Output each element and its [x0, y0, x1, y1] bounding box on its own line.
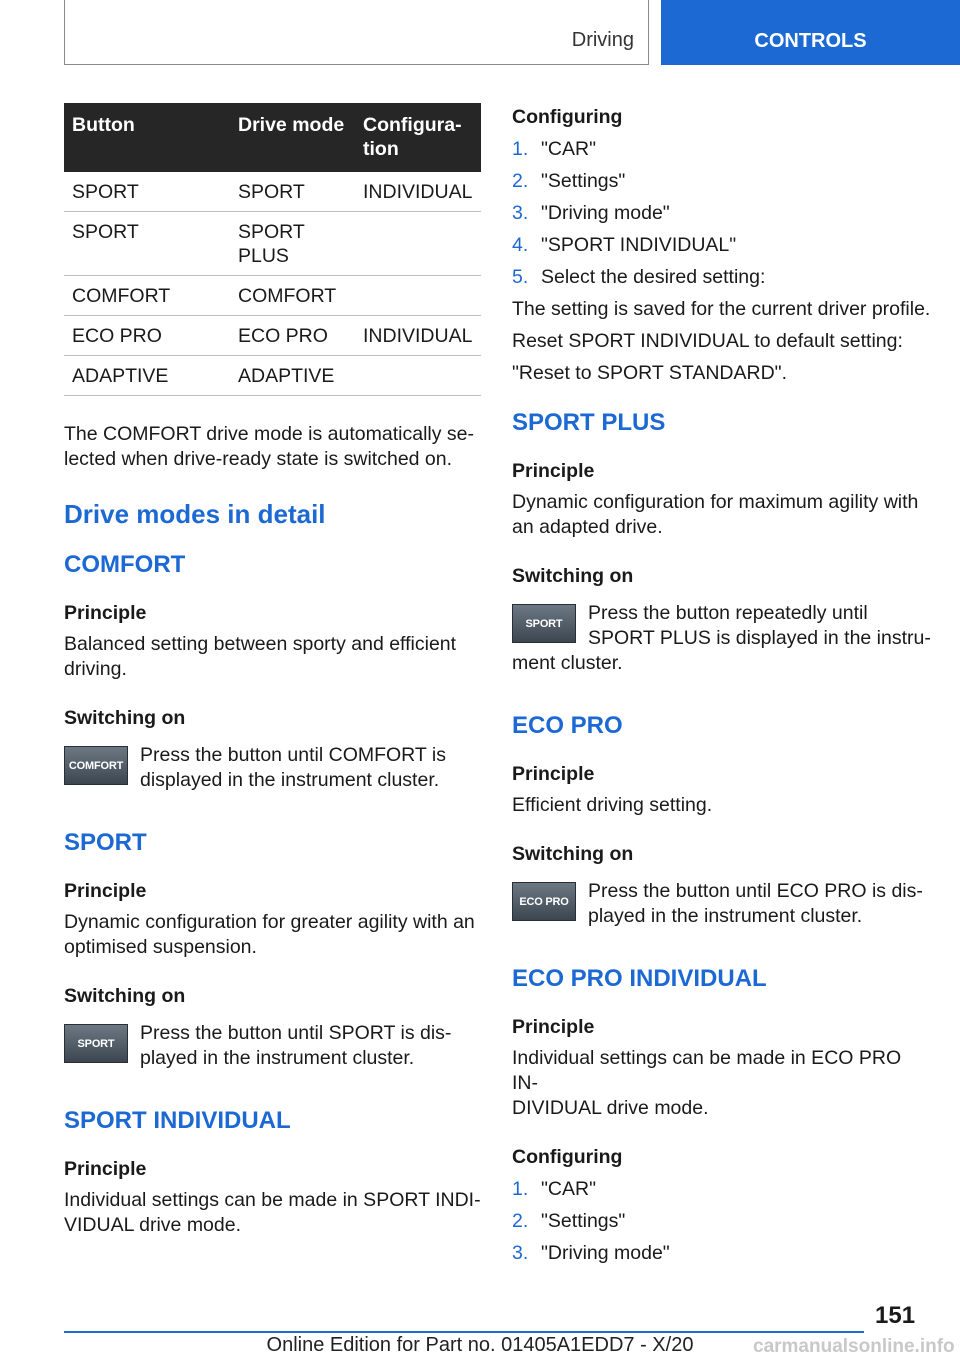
eco-pro-switching-label: Switching on: [512, 843, 634, 865]
table-cell: [355, 356, 481, 396]
table-cell: INDIVIDUAL: [355, 316, 481, 356]
sport-principle-text: Dynamic configuration for greater agility with an optimised suspension.: [64, 911, 475, 958]
list-item: [512, 229, 932, 261]
list-item: [512, 197, 932, 229]
table-row: [64, 276, 481, 316]
sport-plus-switching-label: Switching on: [512, 565, 634, 587]
step-number: 1.: [512, 138, 529, 160]
step-number: 2.: [512, 170, 529, 192]
list-item: [512, 1173, 932, 1205]
sport-individual-principle-label: Principle: [64, 1158, 147, 1180]
eco-pro-individual-principle-label: Principle: [512, 1016, 595, 1038]
list-item: [512, 1205, 932, 1237]
table-row: [64, 356, 481, 396]
table-cell: [355, 276, 481, 316]
eco-pro-heading: ECO PRO: [512, 712, 623, 739]
step-text: "CAR": [541, 138, 597, 160]
eco-pro-button-icon: ECO PRO: [512, 882, 576, 921]
sport-individual-heading: SPORT INDIVIDUAL: [64, 1107, 291, 1134]
step-number: 3.: [512, 202, 529, 224]
eco-pro-individual-steps: [512, 1173, 932, 1269]
footer-divider: [64, 1331, 864, 1333]
header-section-box: [64, 0, 649, 65]
eco-pro-individual-principle-text: Individual settings can be made in ECO PRO IN‐ DIVIDUAL drive mode.: [512, 1047, 902, 1119]
comfort-switching-label: Switching on: [64, 707, 186, 729]
step-text: "Settings": [541, 1210, 626, 1232]
sport-individual-principle-text: Individual settings can be made in SPORT INDI‐ VIDUAL drive mode.: [64, 1189, 481, 1236]
sport-plus-heading: SPORT PLUS: [512, 409, 666, 436]
table-header-cell: Drive mode: [230, 103, 355, 172]
sport-plus-switching-row: [512, 601, 932, 651]
sport-plus-principle-label: Principle: [512, 460, 595, 482]
left-column: [64, 103, 481, 1238]
table-cell: ADAPTIVE: [64, 356, 230, 396]
list-item: [512, 165, 932, 197]
comfort-switching-text: Press the button until COMFORT is displayed in the instrument cluster.: [140, 744, 446, 791]
table-cell: SPORT: [64, 172, 230, 212]
list-item: [512, 261, 932, 293]
table-cell: SPORT: [64, 212, 230, 276]
table-cell: ECO PRO: [64, 316, 230, 356]
sport-principle-label: Principle: [64, 880, 147, 902]
comfort-button-icon: COMFORT: [64, 746, 128, 785]
saved-text: The setting is saved for the current driver profile.: [512, 298, 931, 320]
right-column: [512, 103, 932, 1269]
sport-plus-switching-continued: ment cluster.: [512, 652, 623, 674]
sport-individual-steps: [512, 133, 932, 293]
sport-plus-button-icon: SPORT: [512, 604, 576, 643]
step-number: 1.: [512, 1178, 529, 1200]
sport-switching-label: Switching on: [64, 985, 186, 1007]
list-item: [512, 1237, 932, 1269]
sport-heading: SPORT: [64, 829, 147, 856]
table-header-cell: [355, 103, 481, 172]
header-section-title: Driving: [571, 29, 634, 51]
sport-plus-principle-text: Dynamic configuration for maximum agility with an adapted drive.: [512, 491, 919, 538]
eco-pro-principle-text: Efficient driving setting.: [512, 794, 713, 816]
step-number: 2.: [512, 1210, 529, 1232]
intro-text: The COMFORT drive mode is automatically se‐ lected when drive-ready state is switched on.: [64, 423, 474, 470]
sport-individual-configuring-label: Configuring: [512, 106, 623, 128]
step-text: "Driving mode": [541, 1242, 670, 1264]
table-row: [64, 316, 481, 356]
table-cell: ADAPTIVE: [230, 356, 355, 396]
comfort-principle-text: Balanced setting between sporty and efficient driving.: [64, 633, 457, 680]
comfort-switching-row: [64, 743, 481, 793]
step-text: "SPORT INDIVIDUAL": [541, 234, 737, 256]
comfort-principle-label: Principle: [64, 602, 147, 624]
comfort-heading: COMFORT: [64, 551, 186, 578]
table-cell: INDIVIDUAL: [355, 172, 481, 212]
step-number: 5.: [512, 266, 529, 288]
sport-plus-switching-text: Press the button repeatedly until SPORT PLUS is displayed in the instru‐: [588, 602, 931, 649]
table-header-cell-text: Configura‐ tion: [363, 114, 462, 160]
step-text: Select the desired setting:: [541, 266, 766, 288]
reset-text: Reset SPORT INDIVIDUAL to default setting: "Reset to SPORT STANDARD".: [512, 330, 903, 384]
table-cell: COMFORT: [64, 276, 230, 316]
sport-switching-row: [64, 1021, 481, 1071]
table-cell: COMFORT: [230, 276, 355, 316]
eco-pro-individual-configuring-label: Configuring: [512, 1146, 623, 1168]
step-text: "Settings": [541, 170, 626, 192]
step-text: "CAR": [541, 1178, 597, 1200]
table-cell: SPORT: [230, 172, 355, 212]
page-title: Drive modes in detail: [64, 499, 326, 529]
table-row: [64, 172, 481, 212]
step-number: 3.: [512, 1242, 529, 1264]
watermark: carmanualsonline.info: [753, 1336, 955, 1357]
table-cell: ECO PRO: [230, 316, 355, 356]
step-number: 4.: [512, 234, 529, 256]
sport-switching-text: Press the button until SPORT is dis‐ played in the instrument cluster.: [140, 1022, 452, 1069]
table-row: [64, 212, 481, 276]
page-number: 151: [875, 1302, 916, 1329]
header-chapter-tab: [661, 0, 960, 65]
eco-pro-individual-heading: ECO PRO INDIVIDUAL: [512, 965, 767, 992]
step-text: "Driving mode": [541, 202, 670, 224]
eco-pro-switching-text: Press the button until ECO PRO is dis‐ played in the instrument cluster.: [588, 880, 923, 927]
table-cell: SPORT PLUS: [230, 212, 355, 276]
table-cell: [355, 212, 481, 276]
list-item: [512, 133, 932, 165]
eco-pro-switching-row: [512, 879, 932, 929]
table-header-cell: Button: [64, 103, 230, 172]
footer-edition-text: Online Edition for Part no. 01405A1EDD7 - X/20: [266, 1334, 694, 1356]
header-chapter-title: CONTROLS: [754, 30, 867, 52]
eco-pro-principle-label: Principle: [512, 763, 595, 785]
table-header-row: [64, 103, 481, 172]
drive-mode-table: [64, 103, 481, 396]
sport-button-icon: SPORT: [64, 1024, 128, 1063]
